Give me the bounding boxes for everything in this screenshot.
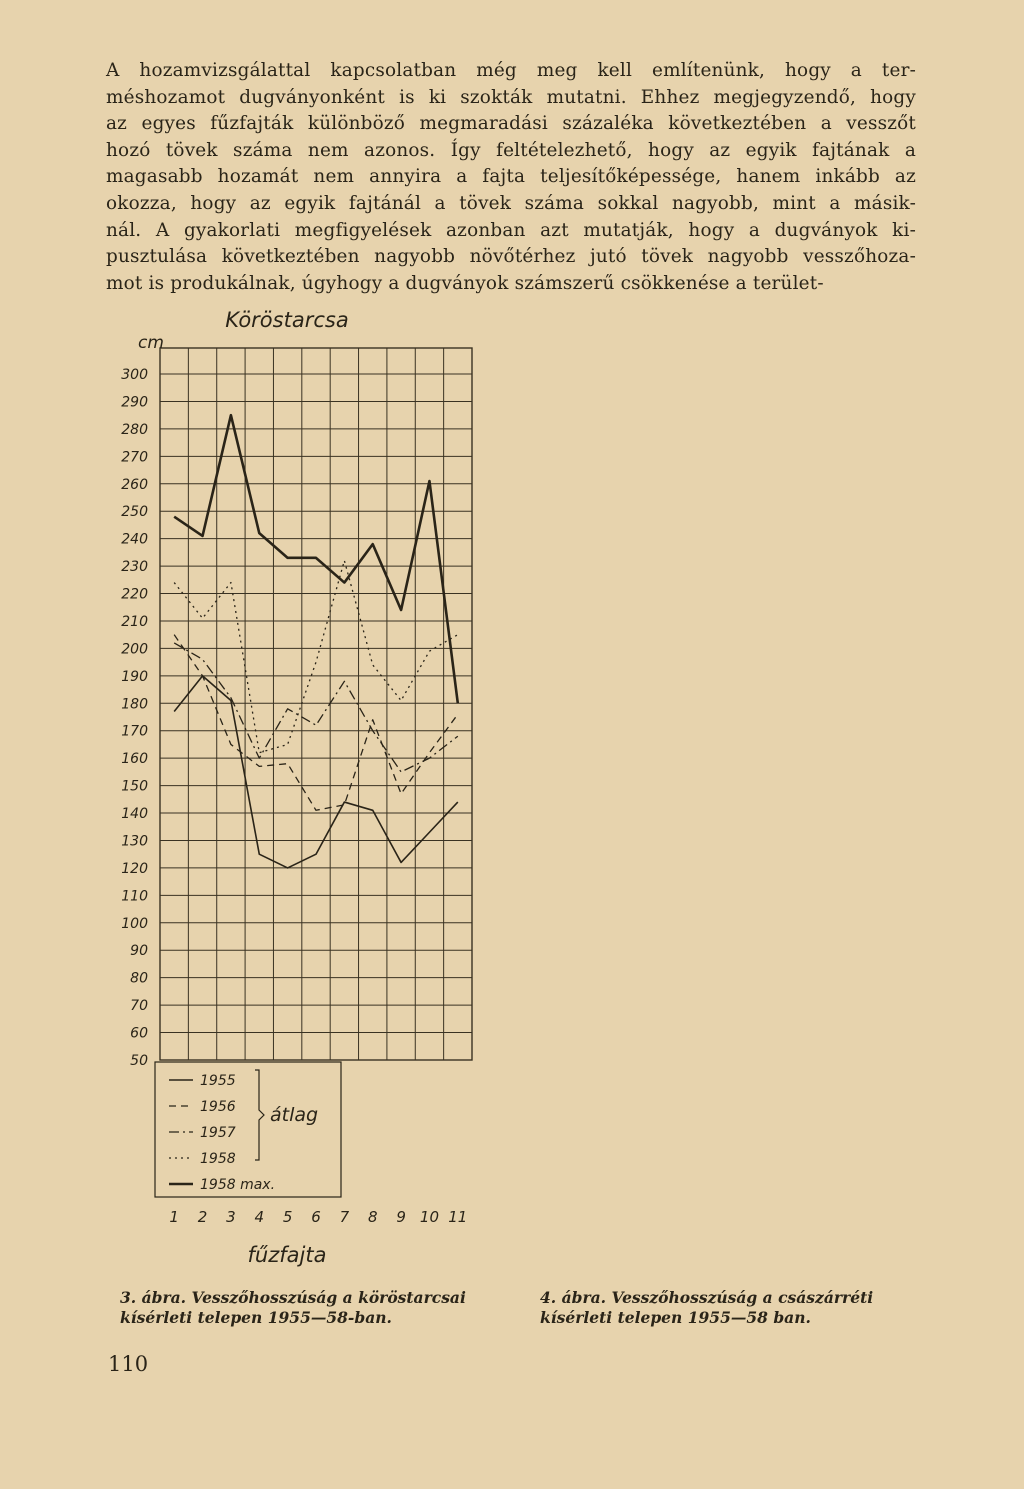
y-tick-label: 230	[121, 559, 148, 576]
chart-title: Köröstarcsa	[225, 308, 349, 332]
text-line: méshozamot dugványonként is ki szokták mutatni. Ehhez megjegyzendő, hogy	[106, 86, 916, 108]
y-tick-label: 180	[121, 696, 148, 713]
plot-frame	[160, 348, 472, 1060]
y-tick-label: 140	[121, 806, 148, 823]
y-tick-label: 60	[130, 1025, 148, 1042]
y-tick-label: 100	[121, 915, 148, 932]
y-axis-unit: cm	[138, 333, 164, 353]
y-tick-label: 280	[121, 421, 148, 438]
text-line: nál. A gyakorlati megfigyelések azonban azt mutatják, hogy a dugványok ki-	[106, 219, 916, 241]
text-line: az egyes fűzfajták különböző megmaradási százaléka következtében a vesszőt	[106, 113, 916, 135]
x-tick-label: 4	[254, 1208, 265, 1226]
plot-area	[160, 348, 472, 1060]
y-tick-label: 170	[121, 723, 148, 740]
x-axis	[169, 1208, 467, 1267]
caption-line: 3. ábra. Vesszőhosszúság a köröstarcsai	[120, 1288, 466, 1307]
x-tick-label: 8	[367, 1208, 378, 1226]
text-line: pusztulása következtében nagyobb növőtérhez jutó tövek nagyobb vesszőhoza-	[106, 246, 916, 268]
x-tick-label: 11	[448, 1208, 468, 1226]
y-tick-label: 260	[121, 476, 148, 493]
x-tick-label: 9	[396, 1208, 406, 1226]
y-tick-label: 160	[121, 751, 148, 768]
y-tick-label: 300	[121, 367, 148, 383]
y-tick-label: 270	[121, 449, 148, 466]
y-tick-label: 220	[121, 586, 148, 603]
y-tick-label: 130	[121, 833, 148, 850]
text-line: mot is produkálnak, úgyhogy a dugványok számszerű csökkenése a terület-	[106, 272, 824, 294]
legend-label: 1958 max.	[200, 1177, 276, 1193]
legend-label: 1957	[200, 1125, 236, 1141]
caption-line: kísérleti telepen 1955—58 ban.	[540, 1308, 811, 1327]
y-axis	[121, 333, 164, 1069]
y-tick-label: 240	[121, 531, 148, 548]
page-number: 110	[108, 1352, 149, 1376]
x-tick-label: 1	[169, 1208, 179, 1226]
legend-label: 1958	[200, 1151, 236, 1167]
text-line: hozó tövek száma nem azonos. Így feltételezhető, hogy az egyik fajtának a	[106, 139, 916, 161]
caption-line: kísérleti telepen 1955—58-ban.	[120, 1308, 392, 1327]
y-tick-label: 50	[130, 1053, 148, 1069]
y-tick-label: 290	[121, 394, 148, 411]
text-line: magasabb hozamát nem annyira a fajta teljesítőképessége, hanem inkább az	[106, 166, 916, 188]
legend-label: 1955	[200, 1073, 236, 1089]
figure-caption-4	[540, 1288, 873, 1328]
figure-caption-3	[120, 1288, 466, 1328]
y-tick-label: 210	[121, 613, 148, 630]
legend	[155, 1062, 341, 1197]
grid	[160, 348, 472, 1060]
y-tick-label: 80	[130, 970, 148, 987]
text-line: A hozamvizsgálattal kapcsolatban még meg kell említenünk, hogy a ter-	[106, 60, 916, 81]
y-tick-label: 70	[130, 998, 148, 1015]
legend-label: 1956	[200, 1099, 236, 1115]
x-axis-title: fűzfajta	[247, 1243, 327, 1267]
caption-line: 4. ábra. Vesszőhosszúság a császárréti	[540, 1288, 874, 1307]
y-tick-label: 120	[121, 860, 148, 877]
x-tick-label: 10	[419, 1208, 440, 1226]
x-tick-label: 5	[282, 1208, 293, 1226]
x-tick-label: 3	[226, 1208, 236, 1226]
legend-group-label: átlag	[270, 1104, 319, 1126]
y-tick-label: 190	[121, 668, 148, 685]
x-tick-label: 7	[339, 1208, 350, 1226]
y-tick-label: 90	[130, 943, 148, 960]
y-tick-label: 200	[121, 641, 148, 658]
y-tick-label: 250	[121, 504, 148, 521]
text-line: okozza, hogy az egyik fajtánál a tövek száma sokkal nagyobb, mint a másik-	[106, 192, 916, 214]
legend-brace	[255, 1070, 264, 1160]
x-tick-label: 2	[197, 1208, 208, 1226]
x-tick-label: 6	[311, 1208, 321, 1226]
y-tick-label: 110	[121, 888, 148, 905]
y-tick-label: 150	[121, 778, 148, 795]
